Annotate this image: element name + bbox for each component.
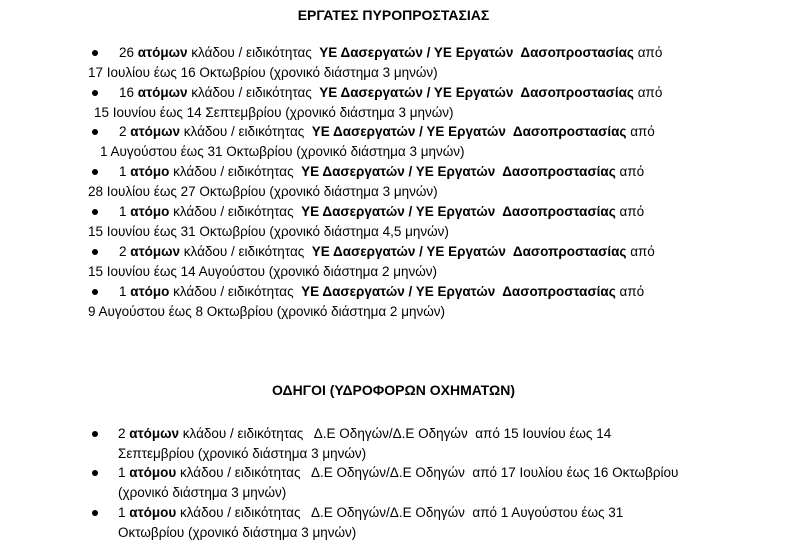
item-text: κλάδου / ειδικότητας — [169, 284, 302, 299]
bullet-icon — [92, 510, 98, 516]
item-unit: ατόμο — [130, 204, 170, 219]
item-text: από — [615, 164, 645, 179]
item-count: 1 — [119, 204, 127, 219]
item-text: κλάδου / ειδικότητας — [187, 85, 320, 100]
item-text: κλάδου / ειδικότητας — [169, 204, 302, 219]
item-unit: ατόμων — [137, 85, 188, 100]
item-period: 28 Ιουλίου έως 27 Οκτωβρίου (χρονικό διάστημα 3 μηνών) — [88, 184, 438, 199]
item-text: από — [615, 284, 645, 299]
item-text: κλάδου / ειδικότητας — [180, 244, 312, 259]
list-item — [88, 202, 644, 242]
item-text: από — [626, 124, 655, 139]
item-text: κλάδου / ειδικότητας — [187, 45, 320, 60]
bullet-icon — [92, 470, 98, 476]
list-item — [88, 83, 662, 123]
item-text: από — [626, 244, 655, 259]
list-item — [88, 122, 655, 162]
list-item — [118, 503, 623, 543]
item-unit: ατόμου — [129, 465, 177, 480]
item-text: κλάδου / ειδικότητας Δ.Ε Οδηγών/Δ.Ε Οδηγών από 1 Αυγούστου έως 31 — [176, 505, 624, 520]
item-count: 1 — [118, 505, 126, 520]
item-specialty: ΥΕ Δασεργατών / ΥΕ Εργατών Δασοπροστασίας — [301, 284, 616, 299]
item-unit: ατόμο — [130, 284, 170, 299]
item-specialty: ΥΕ Δασεργατών / ΥΕ Εργατών Δασοπροστασίας — [319, 45, 634, 60]
item-specialty: ΥΕ Δασεργατών / ΥΕ Εργατών Δασοπροστασίας — [301, 204, 616, 219]
item-text: από — [633, 85, 663, 100]
item-period: Σεπτεμβρίου (χρονικό διάστημα 3 μηνών) — [118, 446, 367, 461]
item-specialty: ΥΕ Δασεργατών / ΥΕ Εργατών Δασοπροστασίας — [311, 124, 627, 139]
item-specialty: ΥΕ Δασεργατών / ΥΕ Εργατών Δασοπροστασίας — [301, 164, 616, 179]
list-item — [88, 242, 655, 282]
item-specialty: ΥΕ Δασεργατών / ΥΕ Εργατών Δασοπροστασίας — [319, 85, 634, 100]
item-text: από — [615, 204, 645, 219]
item-count: 1 — [118, 465, 126, 480]
item-count: 1 — [119, 164, 127, 179]
item-count: 26 — [119, 45, 135, 60]
list-item — [88, 282, 644, 322]
item-count: 1 — [119, 284, 127, 299]
section-title-fire-workers: ΕΡΓΑΤΕΣ ΠΥΡΟΠΡΟΣΤΑΣΙΑΣ — [297, 7, 490, 23]
item-unit: ατόμων — [130, 124, 181, 139]
item-period: 1 Αυγούστου έως 31 Οκτωβρίου (χρονικό διάστημα 3 μηνών) — [100, 144, 465, 159]
item-count: 2 — [118, 426, 126, 441]
item-period: (χρονικό διάστημα 3 μηνών) — [118, 485, 287, 500]
item-count: 2 — [119, 244, 127, 259]
item-text: κλάδου / ειδικότητας Δ.Ε Οδηγών/Δ.Ε Οδηγών από 15 Ιουνίου έως 14 — [179, 426, 612, 441]
item-period: 15 Ιουνίου έως 14 Αυγούστου (χρονικό διάστημα 2 μηνών) — [88, 264, 438, 279]
item-period: Οκτωβρίου (χρονικό διάστημα 3 μηνών) — [118, 525, 357, 540]
section-title-drivers: ΟΔΗΓΟΙ (ΥΔΡΟΦΟΡΩΝ ΟΧΗΜΑΤΩΝ) — [272, 382, 515, 398]
item-unit: ατόμων — [137, 45, 188, 60]
item-text: κλάδου / ειδικότητας — [169, 164, 302, 179]
item-unit: ατόμων — [129, 426, 180, 441]
item-period: 15 Ιουνίου έως 14 Σεπτεμβρίου (χρονικό διάστημα 3 μηνών) — [94, 105, 454, 120]
item-unit: ατόμο — [130, 164, 170, 179]
item-text: από — [633, 45, 663, 60]
item-period: 9 Αυγούστου έως 8 Οκτωβρίου (χρονικό διάστημα 2 μηνών) — [88, 304, 446, 319]
item-specialty: ΥΕ Δασεργατών / ΥΕ Εργατών Δασοπροστασίας — [311, 244, 627, 259]
item-period: 15 Ιουνίου έως 31 Οκτωβρίου (χρονικό διάστημα 4,5 μηνών) — [88, 224, 449, 239]
item-count: 16 — [119, 85, 135, 100]
list-item — [88, 43, 662, 83]
item-period: 17 Ιουλίου έως 16 Οκτωβρίου (χρονικό διάστημα 3 μηνών) — [88, 65, 438, 80]
item-unit: ατόμων — [130, 244, 181, 259]
list-item — [88, 162, 644, 202]
list-item — [118, 424, 611, 464]
list-item — [118, 463, 678, 503]
item-text: κλάδου / ειδικότητας Δ.Ε Οδηγών/Δ.Ε Οδηγών από 17 Ιουλίου έως 16 Οκτωβρίου — [176, 465, 679, 480]
bullet-icon — [92, 431, 98, 437]
item-text: κλάδου / ειδικότητας — [180, 124, 312, 139]
item-unit: ατόμου — [129, 505, 177, 520]
item-count: 2 — [119, 124, 127, 139]
